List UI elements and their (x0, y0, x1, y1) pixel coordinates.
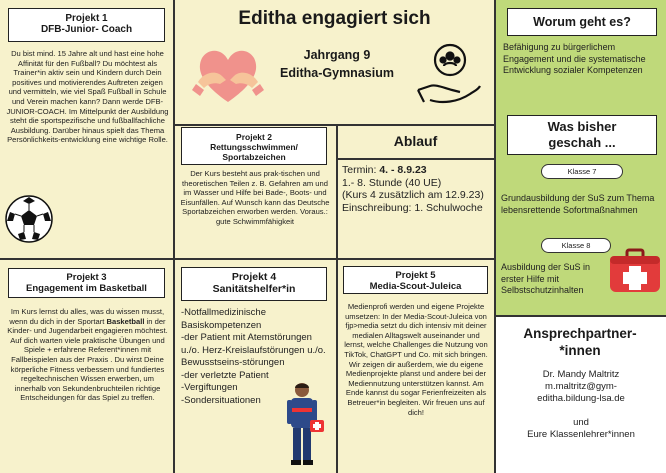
klasse8-text: Ausbildung der SuS in erster Hilfe mit Selbstschutzinhalten (501, 262, 591, 295)
list-item: -Vergiftungen (181, 382, 238, 393)
bisher-title: Was bisher geschah ... (547, 119, 617, 150)
projekt5-title: Projekt 5 (395, 270, 436, 281)
ablauf-details (342, 164, 492, 214)
list-item: -Sondersituationen (181, 394, 261, 406)
ablauf-title: Ablauf (393, 133, 438, 149)
kontakt-title: Ansprechpartner-*innen (523, 326, 637, 358)
projekt5-text: Medienprofi werden und eigene Projekte umsetzen: In der Media-Scout-Juleica von fjp>media setzt du dich intensiv mit deiner medialen Alltagswelt auseinander und lernst, welche Challenges die Nutzung von TikTok, ChatGPT und Co. mit sich bringen. Wir zeigen dir außerdem, wie du eigene Medienprojekte planst und andere bei der Mediennutzung unterstützen kannst. Am Ende kannst du sogar Ferienfreizeiten als Betreuer*in begleiten. Wir freuen uns auf dich! (344, 302, 488, 417)
projekt2-title: Projekt 2 (236, 132, 272, 142)
first-aid-kit-icon (607, 244, 663, 300)
ablauf-extra: (Kurs 4 zusätzlich am 12.9.23) (342, 189, 484, 201)
projekt1-title-card (8, 8, 165, 42)
kontakt-email-1[interactable]: m.maltritz@gym- (545, 381, 617, 392)
ablauf-termin-value: 4. - 8.9.23 (379, 164, 427, 176)
klasse8-badge: Klasse 8 (541, 238, 611, 253)
projekt3-title: Projekt 3 (66, 272, 107, 283)
divider (495, 315, 666, 317)
divider (174, 124, 495, 126)
projekt4-title-card (181, 267, 327, 301)
worum-text: Befähigung zu bürgerlichem Engagement und die systematische Entwicklung sozialer Kompetenzen (503, 42, 646, 75)
divider (337, 158, 494, 160)
projekt2-title-card (181, 127, 327, 165)
projekt2-subtitle: Rettungsschwimmen/ Sportabzeichen (210, 142, 298, 162)
header-grade: Jahrgang 9 (303, 48, 371, 62)
bisher-title-card (507, 115, 657, 155)
kontakt-und: und (573, 417, 589, 428)
worum-title-card (507, 8, 657, 36)
kontakt-name: Dr. Mandy Maltritz (542, 369, 620, 380)
ablauf-hours: 1.- 8. Stunde (40 UE) (342, 176, 442, 189)
klasse7-text: Grundausbildung der SuS zum Thema lebensrettende Sofortmaßnahmen (501, 193, 655, 215)
list-item: -der Patient mit Atemstörungen u./o. Herz-Kreislaufstörungen u./o. Bewusstseins-störungen (181, 332, 326, 368)
projekt3-sport: Basketball (106, 316, 145, 326)
paramedic-icon (278, 380, 328, 470)
heart-hands-icon (192, 42, 264, 106)
page-title: Editha engagiert sich (238, 8, 431, 29)
divider (0, 258, 495, 260)
projekt2-text: Der Kurs besteht aus prak-tischen und theoretischen Teilen z. B. Gefahren am und im Wasser und Hilfe bei Bade-, Boots- und Eisunfällen. Auf Wunsch kann das Deutsche Sportabzeichen erworben werden. Voraus.: gute Schwimmfähigkeit (180, 169, 330, 226)
projekt3-subtitle: Engagement im Basketball (26, 283, 147, 294)
projekt1-subtitle: DFB-Junior- Coach (40, 24, 133, 35)
projekt5-title-card (343, 266, 488, 294)
worum-title: Worum geht es? (533, 15, 631, 29)
kontakt-others: Eure Klassenlehrer*innen (527, 429, 635, 440)
ablauf-registration: Einschreibung: 1. Schulwoche (342, 201, 483, 214)
projekt3-title-card (8, 268, 165, 298)
list-item: -Notfallmedizinische Basiskompetenzen (181, 307, 267, 331)
divider (336, 124, 338, 473)
header-school: Editha-Gymnasium (280, 66, 394, 80)
list-item: -der verletzte Patient (181, 369, 269, 381)
ablauf-termin-label: Termin: (342, 164, 380, 176)
kontakt-details (497, 369, 665, 441)
divider (494, 0, 496, 473)
projekt4-title: Projekt 4 (231, 271, 277, 283)
soccer-ball-icon (4, 194, 54, 244)
projekt3-text: Im Kurs lernst du alles, was du wissen musst, wenn du dich in der Sportart Basketball in der Kinder- und Jugendarbeit engagieren möchtest. Auf dich warten viele praktische Übungen und Spiele + erfahrene Referent*innen mit Fallbeispielen aus der Praxis . Du wirst Deine körperliche Fitness verbessern und fundiertes regeltechnischen Wissen erwerben, um innerhalb von Sekundenbruchteilen richtige Entscheidungen für das Spiel zu treffen. (7, 307, 168, 403)
projekt1-title: Projekt 1 (65, 13, 108, 24)
klasse7-badge: Klasse 7 (541, 164, 623, 179)
projekt5-subtitle: Media-Scout-Juleica (369, 281, 462, 292)
divider (173, 0, 175, 473)
projekt4-subtitle: Sanitätshelfer*in (212, 283, 296, 295)
community-hand-icon (414, 40, 484, 110)
projekt1-text: Du bist mind. 15 Jahre alt und hast eine hohe Affinität für den Fußball? Du möchtest als Trainer*in aktiv sein und Kindern durch Dein positives und motivierendes Auftreten zeigen und vermitteln, wie viel Spaß Fußball in Schule und Verein machen kann? Dann werde DFB-JUNIOR-COACH. Im Mittelpunkt der Ausbildung steht die sportspezifische und fußballfachliche Ausbildung. Darüber hinaus spielt das Thema Persönlichkeits-entwicklung eine wichtige Rolle. (6, 49, 169, 145)
kontakt-email-2[interactable]: editha.bildung-lsa.de (537, 393, 625, 404)
